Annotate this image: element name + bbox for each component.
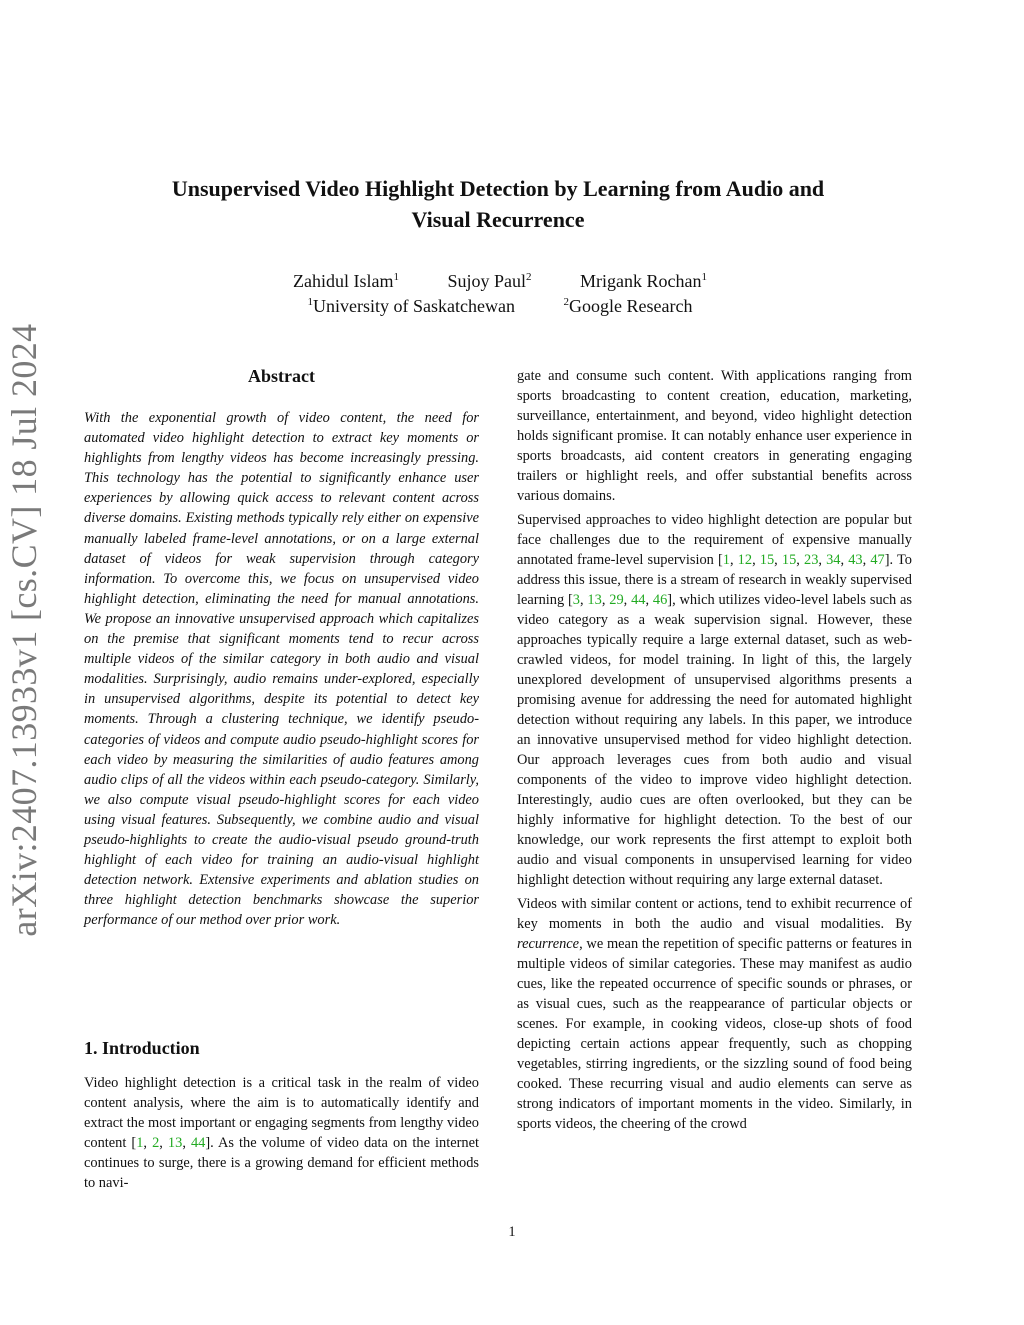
abstract-body: With the exponential growth of video content, the need for automated video highlight detection to extract key moments or highlights from lengthy videos has become increasingly pressing. This technology has the potential to significantly enhance user experiences by allowing quick access to relevant content across diverse domains. Existing methods typically rely either on expensive manually labeled frame-level annotations, or on a large external dataset of videos for weak supervision through category information. To overcome this, we focus on unsupervised video highlight detection, eliminating the need for manual annotations. We propose an innovative unsupervised approach which capitalizes on the premise that significant moments tend to recur across multiple videos of the similar category in both audio and visual modalities. Surprisingly, audio remains under-explored, especially in unsupervised algorithms, despite its potential to detect key moments. Through a clustering technique, we identify pseudo-categories of videos and compute audio pseudo-highlight scores for each video by measuring the similarities of audio features among audio clips of all the videos within each pseudo-category. Similarly, we also compute visual pseudo-highlight scores for each video using visual features. Subsequently, we combine audio and visual pseudo-highlights to create the audio-visual pseudo ground-truth highlight of each video for training an audio-visual highlight detection network. Extensive experiments and ablation studies on three highlight detection benchmarks showcase the superior performance of our method over prior work. bbox=[84, 410, 479, 929]
author-affiliation-mark: 2 bbox=[526, 271, 532, 283]
author-name: Zahidul Islam bbox=[293, 271, 394, 291]
intro-paragraph: Video highlight detection is a critical task in the realm of video content analysis, where the aim is to automatically identify and extract the most important or engaging segments from lengthy video content [1, 2, 13, 44]. As the volume of video data on the internet continues to surge, there is a growing demand for efficient methods to navi- bbox=[84, 1075, 479, 1191]
citation-link[interactable]: 15 bbox=[759, 552, 775, 568]
citation-link[interactable]: 13 bbox=[167, 1135, 183, 1151]
author-name: Sujoy Paul bbox=[447, 271, 526, 291]
paragraph-text: , we mean the repetition of specific patterns or features in multiple videos of similar categories. These may manifest as audio cues, like the repeated occurrence of specific sounds or phrases, or as visual cues, such as the reappearance of particular objects or scenes. For example, in cooking videos, close-up shots of food depicting certain actions appear frequently, such as chopping vegetables, stirring ingredients, or the sizzling sound of food being cooked. These recurring visual and audio elements can serve as strong indicators of important moments in the video. Similarly, in sports videos, the cheering of the crowd bbox=[517, 936, 912, 1132]
intro-paragraph: gate and consume such content. With applications ranging from sports broadcasting to content creation, education, marketing, surveillance, entertainment, and beyond, video highlight detection holds significant promise. It can notably enhance user experience in sports broadcasts, aid content creators in generating engaging trailers or highlight reels, and offer substantial benefits across various domains. bbox=[517, 368, 912, 504]
paragraph-text: ], which utilizes video-level labels such as video category as a weak supervision signal. However, these approaches typically require a large external dataset, such as web-crawled videos, for model training. In light of this, the largely unexplored development of unsupervised algorithms presents a promising avenue for addressing the need for automated highlight detection without requiring any labels. In this paper, we introduce an innovative unsupervised method for video highlight detection. Our approach leverages cues from both audio and visual components of the video to improve video highlight detection. Interestingly, audio cues are often overlooked, but they can be highly informative for highlight detection. To the best of our knowledge, our work represents the first attempt to exploit both audio and visual components in unsupervised learning for video highlight detection without requiring any large external dataset. bbox=[517, 592, 913, 888]
citation-link[interactable]: 47 bbox=[870, 552, 885, 568]
citation-link[interactable]: 46 bbox=[652, 592, 668, 608]
citation-link[interactable]: 12 bbox=[737, 552, 753, 568]
citation-link[interactable]: 1 bbox=[136, 1135, 144, 1151]
citation-link[interactable]: 13 bbox=[587, 592, 602, 608]
affiliation-mark: 1 bbox=[307, 296, 314, 308]
citation-link[interactable]: 34 bbox=[826, 552, 841, 568]
citation-link[interactable]: 43 bbox=[848, 552, 863, 568]
affiliation-list bbox=[200, 293, 800, 319]
arxiv-identifier: arXiv:2407.13933v1 [cs.CV] 18 Jul 2024 bbox=[4, 323, 44, 937]
affiliation-name: Google Research bbox=[569, 296, 693, 316]
author-affiliation-mark: 1 bbox=[701, 271, 707, 283]
paragraph-text: Video highlight detection is a critical task in the realm of video content analysis, where the aim is to automatically identify and extract the most important or engaging segments from lengthy video content [ bbox=[84, 1075, 479, 1151]
citation-link[interactable]: 15 bbox=[781, 552, 797, 568]
affiliation bbox=[564, 296, 693, 316]
author bbox=[293, 271, 399, 291]
author bbox=[447, 271, 531, 291]
emphasized-term: recurrence bbox=[517, 936, 580, 952]
affiliation bbox=[308, 296, 515, 316]
paragraph-text: ]. To address this issue, there is a stream of research in weakly supervised learning [ bbox=[517, 552, 912, 608]
citation-link[interactable]: 2 bbox=[152, 1135, 160, 1151]
citation-link[interactable]: 44 bbox=[190, 1135, 206, 1151]
intro-paragraph: Supervised approaches to video highlight detection are popular but face challenges due to the requirement of expensive manually annotated frame-level supervision [1, 12, 15, 15, 23, 34, 43, 47]. To address this issue, there is a stream of research in weakly supervised learning [3, 13, 29, 44, 46], which utilizes video-level labels such as video category as a weak supervision signal. However, these approaches typically require a large external dataset, such as web-crawled videos, for model training. In light of this, the largely unexplored development of unsupervised algorithms presents a promising avenue for addressing the need for automated highlight detection without requiring any labels. In this paper, we introduce an innovative unsupervised method for video highlight detection. Our approach leverages cues from both audio and visual components of the video to improve video highlight detection. Interestingly, audio cues are often overlooked, but they can be highly informative for highlight detection. To the best of our knowledge, our work represents the first attempt to exploit both audio and visual components in unsupervised learning for video highlight detection without requiring any large external dataset. bbox=[517, 512, 913, 888]
author-name: Mrigank Rochan bbox=[580, 271, 702, 291]
citation-link[interactable]: 29 bbox=[609, 592, 624, 608]
author bbox=[580, 271, 707, 291]
author-affiliation-mark: 1 bbox=[393, 271, 399, 283]
right-column bbox=[517, 366, 912, 1138]
page-number: 1 bbox=[508, 1224, 516, 1240]
paragraph-text: Supervised approaches to video highlight detection are popular but face challenges due to the requirement of expensive manually annotated frame-level supervision [ bbox=[517, 512, 912, 568]
paper-title: Unsupervised Video Highlight Detection by Learning from Audio and Visual Recurrence bbox=[171, 176, 825, 232]
intro-paragraph bbox=[517, 894, 912, 1134]
affiliation-name: University of Saskatchewan bbox=[313, 296, 515, 316]
citation-link[interactable]: 44 bbox=[631, 592, 646, 608]
paragraph-text: ]. As the volume of video data on the internet continues to surge, there is a growing demand for efficient methods to navi- bbox=[84, 1135, 479, 1191]
section-heading-introduction: 1. Introduction bbox=[84, 1038, 200, 1058]
abstract-heading: Abstract bbox=[248, 366, 315, 386]
citation-link[interactable]: 23 bbox=[804, 552, 819, 568]
paragraph-text: Videos with similar content or actions, tend to exhibit recurrence of key moments in both the audio and visual modalities. By bbox=[517, 896, 912, 932]
affiliation-mark: 2 bbox=[563, 296, 569, 308]
citation-link[interactable]: 1 bbox=[722, 552, 730, 568]
author-list bbox=[200, 268, 800, 294]
citation-link[interactable]: 3 bbox=[572, 592, 580, 608]
